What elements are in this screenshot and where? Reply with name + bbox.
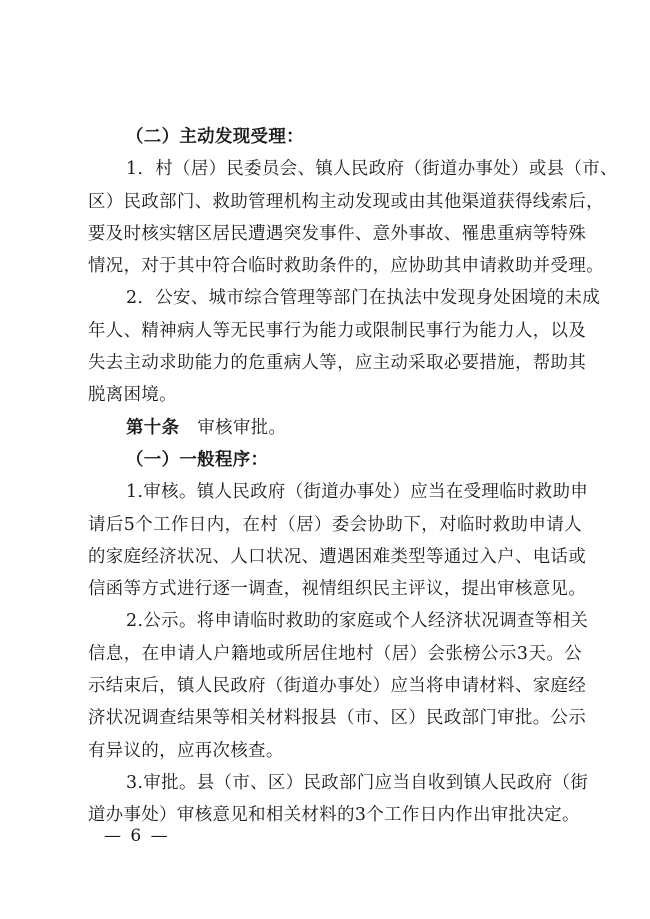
paragraph-line: 1．村（居）民委员会、镇人民政府（街道办事处）或县（市、: [126, 159, 618, 180]
article-label: 第十条: [126, 417, 180, 438]
article-ten-heading: [88, 412, 582, 444]
paragraph-line: 信函等方式进行逐一调查，视情组织民主评议，提出审核意见。: [88, 579, 587, 600]
section-heading-active-discovery: （二）主动发现受理：: [126, 127, 304, 147]
paragraph-line: 3.审批。县（市、区）民政部门应当自收到镇人民政府（街: [126, 772, 589, 793]
section-heading-general-procedure: （一）一般程序：: [126, 449, 269, 470]
article-title: 审核审批。: [197, 417, 287, 438]
paragraph-line: 济状况调查结果等相关材料报县（市、区）民政部门审批。公示: [88, 708, 587, 729]
paragraph-line: 请后5个工作日内，在村（居）委会协助下，对临时救助申请人: [88, 514, 582, 535]
paragraph-line: 区）民政部门、救助管理机构主动发现或由其他渠道获得线索后，: [88, 191, 604, 212]
paragraph-line: 信息，在申请人户籍地或所居住地村（居）会张榜公示3天。公: [88, 643, 582, 664]
paragraph-line: 道办事处）审核意见和相关材料的3个工作日内作出审批决定。: [88, 805, 580, 826]
paragraph-line: 示结束后，镇人民政府（街道办事处）应当将申请材料、家庭经: [88, 676, 587, 697]
paragraph-line: 有异议的，应再次核查。: [88, 740, 284, 761]
paragraph-line: 1.审核。镇人民政府（街道办事处）应当在受理临时救助申: [126, 482, 589, 503]
paragraph-line: 年人、精神病人等无民事行为能力或限制民事行为能力人，以及: [88, 320, 587, 341]
paragraph-line: 脱离困境。: [88, 385, 177, 406]
paragraph-line: 失去主动求助能力的危重病人等，应主动采取必要措施，帮助其: [88, 353, 587, 374]
body-text: [88, 121, 618, 832]
page-number: — 6 —: [104, 826, 170, 846]
paragraph-line: 情况，对于其中符合临时救助条件的，应协助其申请救助并受理。: [88, 256, 604, 277]
paragraph-line: 的家庭经济状况、人口状况、遭遇困难类型等通过入户、电话或: [88, 546, 587, 567]
paragraph-line: 2.公示。将申请临时救助的家庭或个人经济状况调查等相关: [126, 611, 589, 632]
paragraph-line: 要及时核实辖区居民遭遇突发事件、意外事故、罹患重病等特殊: [88, 223, 587, 244]
paragraph-line: 2．公安、城市综合管理等部门在执法中发现身处困境的未成: [126, 288, 601, 309]
